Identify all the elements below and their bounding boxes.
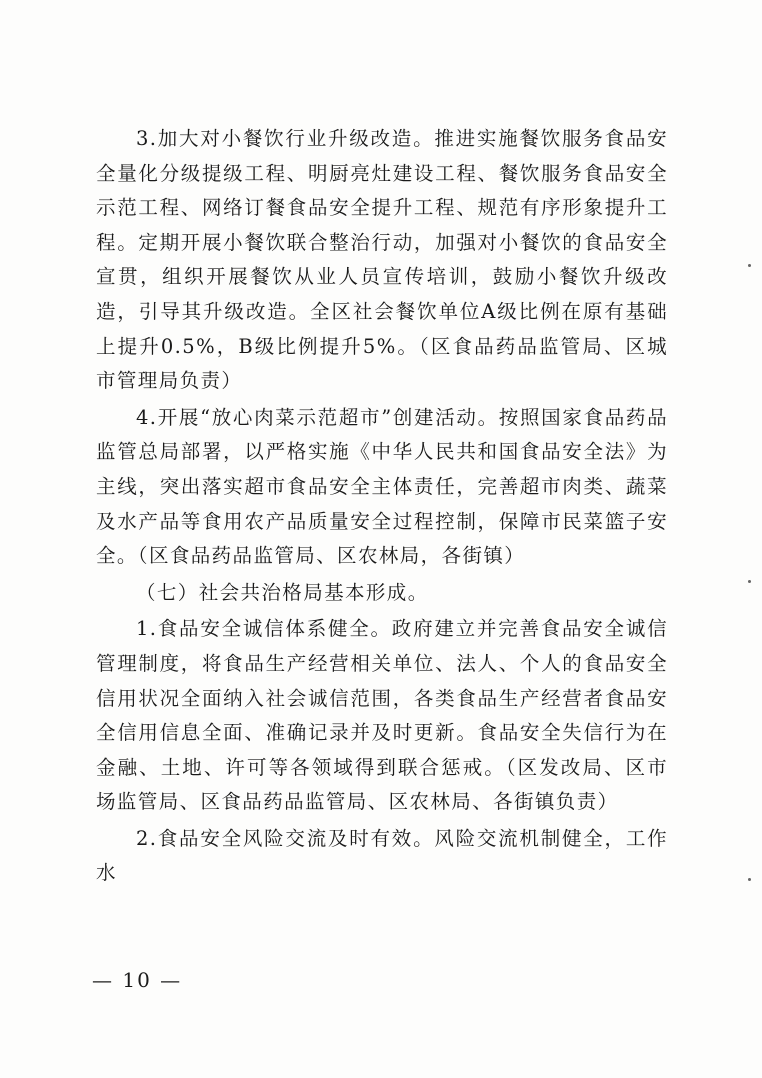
paragraph-safe-meat-vegetable-supermarket: 4.开展“放心肉菜示范超市”创建活动。按照国家食品药品监管总局部署，以严格实施《中华人民共和国食品安全法》为主线，突出落实超市食品安全主体责任，完善超市肉类、蔬菜及水产品等食用农产品质量安全过程控制，保障市民菜篮子安全。（区食品药品监管局、区农林局，各街镇） — [96, 405, 668, 568]
document-body — [96, 122, 668, 891]
section-heading-social-co-governance: （七）社会共治格局基本形成。 — [136, 580, 429, 604]
paragraph-food-safety-credit-system: 1.食品安全诚信体系健全。政府建立并完善食品安全诚信管理制度，将食品生产经营相关单位、法人、个人的食品安全信用状况全面纳入社会诚信范围，各类食品生产经营者食品安全信用信息全面、准确记录并及时更新。食品安全失信行为在金融、土地、许可等各领域得到联合惩戒。（区发改局、区市场监管局、区食品药品监管局、区农林局、各街镇负责） — [96, 617, 668, 814]
scan-speck — [748, 878, 751, 881]
paragraph-risk-communication: 2.食品安全风险交流及时有效。风险交流机制健全，工作水 — [96, 826, 668, 885]
scan-speck — [748, 264, 751, 267]
scan-speck — [748, 580, 751, 583]
page-number: — 10 — — [92, 968, 183, 992]
paragraph-small-catering-upgrade: 3.加大对小餐饮行业升级改造。推进实施餐饮服务食品安全量化分级提级工程、明厨亮灶建设工程、餐饮服务食品安全示范工程、网络订餐食品安全提升工程、规范有序形象提升工程。定期开展小餐饮联合整治行动，加强对小餐饮的食品安全宣贯，组织开展餐饮从业人员宣传培训，鼓励小餐饮升级改造，引导其升级改造。全区社会餐饮单位A级比例在原有基础上提升0.5%，B级比例提升5%。（区食品药品监管局、区城市管理局负责） — [96, 127, 668, 393]
